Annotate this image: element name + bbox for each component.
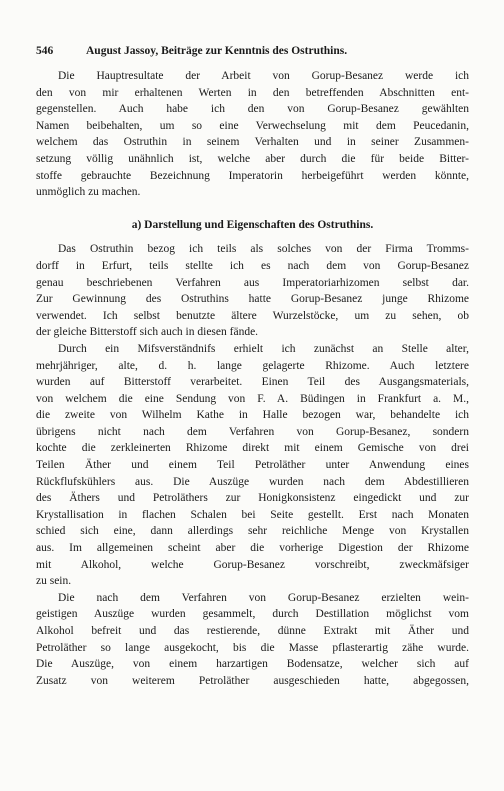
paragraph	[36, 590, 469, 690]
section-heading: a) Darstellung und Eigenschaften des Ostruthins.	[131, 218, 374, 231]
text-line: Petroläther so lange ausgekocht, bis die Masse pflasterartig zähe wurde.	[36, 641, 469, 654]
text-line: Rückflufskühlers aus. Die Auszüge wurden nach dem Abdestillieren	[36, 475, 469, 488]
text-line: die zweite von Wilhelm Kathe in Halle bezogen war, behandelte ich	[36, 409, 469, 422]
running-head	[36, 43, 468, 59]
text-line: Die Auszüge, von einem harzartigen Bodensatze, welcher sich auf	[36, 658, 469, 671]
paragraph	[36, 341, 469, 590]
text-line: wurden auf Bitterstoff verarbeitet. Einen Teil des Ausgangsmaterials,	[36, 376, 469, 389]
text-line: Krystallisation in flachen Schalen bei Seite gestellt. Erst nach Monaten	[36, 508, 469, 521]
text-line: mehrjähriger, alte, d. h. lange gelagerte Rhizome. Auch letztere	[36, 359, 469, 372]
text-line: unmöglich zu machen.	[36, 186, 141, 199]
text-line: stoffe gebrauchte Bezeichnung Imperatorin herbeigeführt werden könnte,	[36, 169, 469, 182]
text-line: aus. Im allgemeinen scheint aber die vorherige Digestion der Rhizome	[36, 542, 469, 555]
text-line: zu sein.	[36, 575, 72, 588]
text-line: mit Alkohol, welche Gorup-Besanez vorschreibt, zweckmäfsiger	[36, 558, 469, 571]
text-line: Namen beibehalten, um so eine Verwechselung mit dem Peucedanin,	[36, 119, 469, 132]
text-line: von welchem die eine Sendung von F. A. Büdingen in Frankfurt a. M.,	[36, 392, 469, 405]
text-line: welchem das Ostruthin in seinem Verhalten und in seiner Zusammen-	[36, 136, 469, 149]
text-line: den von mir erhaltenen Werten in den betreffenden Abschnitten ent-	[36, 86, 469, 99]
text-line: verwendet. Ich selbst benutzte ältere Wurzelstöcke, um zu sehen, ob	[36, 309, 469, 322]
text-line: Zur Gewinnung des Ostruthins hatte Gorup-Besanez junge Rhizome	[36, 293, 469, 306]
text-line: der gleiche Bitterstoff sich auch in diesen fände.	[36, 326, 259, 339]
text-line: dorff in Erfurt, teils stellte ich es nach dem von Gorup-Besanez	[36, 259, 469, 272]
text-line: Alkohol befreit und das restierende, dünne Extrakt mit Äther und	[36, 625, 469, 637]
text-line: gegenstellen. Auch habe ich den von Gorup-Besanez gewählten	[36, 103, 469, 116]
text-line: Teilen Äther und einem Teil Petroläther unter Anwendung eines	[36, 459, 469, 472]
page-number: 546	[36, 45, 54, 57]
text-line: des Äthers und Petroläthers zur Honigkonsistenz eingedickt und zur	[36, 492, 469, 505]
text-line: Das Ostruthin bezog ich teils als solches von der Firma Tromms-	[58, 243, 469, 256]
text-line: Die Hauptresultate der Arbeit von Gorup-Besanez werde ich	[58, 70, 469, 82]
text-line: setzung völlig unähnlich ist, welche aber durch die für beide Bitter-	[36, 152, 469, 165]
running-title: August Jassoy, Beiträge zur Kenntnis des Ostruthins.	[86, 45, 348, 57]
text-line: schied sich eine, dann allerdings sehr reichliche Menge von Krystallen	[36, 525, 469, 538]
body-text	[36, 68, 469, 689]
text-line: Die nach dem Verfahren von Gorup-Besanez erzielten wein-	[58, 591, 469, 604]
paragraph	[36, 68, 469, 201]
paragraph	[36, 241, 469, 341]
text-line: übrigens nicht nach dem Verfahren von Gorup-Besanez, sondern	[36, 425, 469, 438]
text-line: Zusatz von weiterem Petroläther ausgeschieden hatte, abgegossen,	[36, 674, 469, 687]
text-line: geistigen Auszüge wurden gesammelt, durch Destillation möglichst vom	[36, 608, 469, 621]
text-line: genau beschriebenen Verfahren aus Imperatoriarhizomen selbst dar.	[36, 276, 469, 289]
text-line: Durch ein Mifsverständnifs erhielt ich zunächst an Stelle alter,	[58, 342, 469, 355]
text-line: kochte die zerkleinerten Rhizome direkt mit einem Gemische von drei	[36, 442, 469, 455]
